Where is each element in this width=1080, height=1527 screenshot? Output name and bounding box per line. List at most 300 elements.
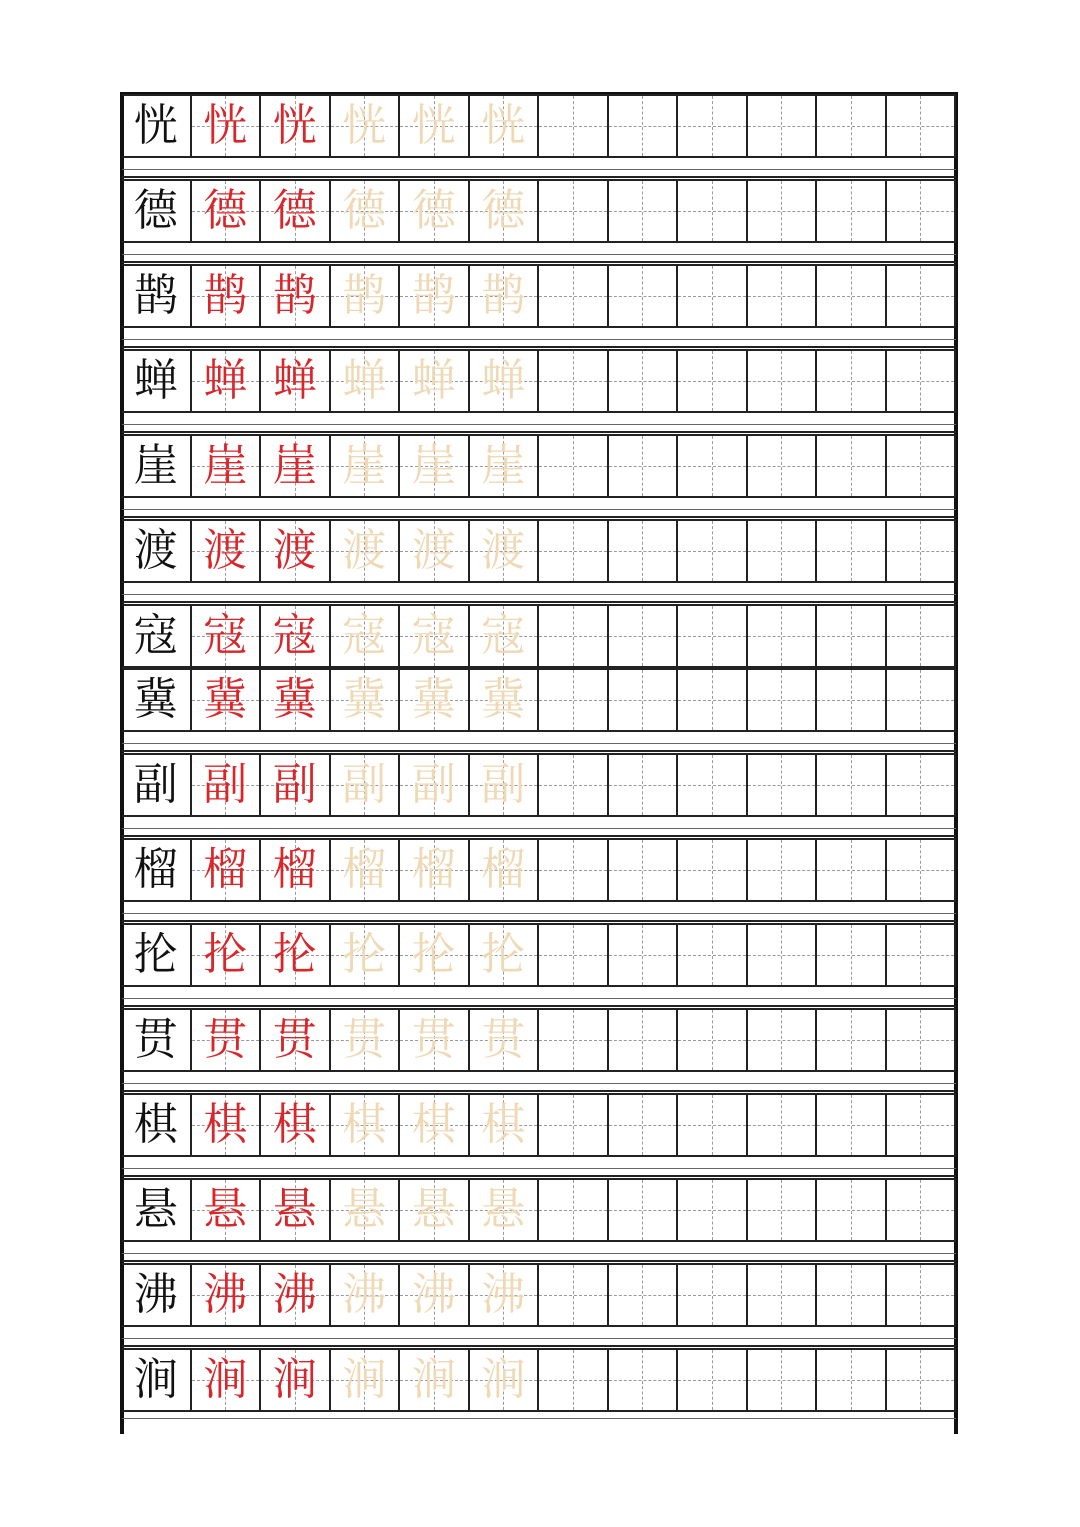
cell-border xyxy=(678,604,748,668)
trace-cell xyxy=(331,1093,401,1157)
trace-character: 德 xyxy=(342,185,387,236)
cell-border xyxy=(817,1263,887,1327)
writing-cell[interactable] xyxy=(678,1348,748,1412)
trace-character: 鹊 xyxy=(411,270,456,321)
writing-cell[interactable] xyxy=(817,434,887,498)
writing-cell[interactable] xyxy=(678,519,748,583)
writing-cell[interactable] xyxy=(609,1093,679,1157)
model-character: 抡 xyxy=(133,929,178,980)
trace-character: 蝉 xyxy=(342,355,387,406)
writing-cell[interactable] xyxy=(609,753,679,817)
writing-cell[interactable] xyxy=(539,604,609,668)
cell-border xyxy=(887,1008,957,1072)
guide-line-horizontal xyxy=(539,785,607,786)
row-gap-line xyxy=(122,1253,956,1254)
example-cell xyxy=(261,349,331,413)
writing-cell[interactable] xyxy=(539,1178,609,1242)
cell-border xyxy=(817,604,887,668)
cell-border xyxy=(678,94,748,158)
writing-cell[interactable] xyxy=(887,179,957,243)
trace-cell xyxy=(331,668,401,732)
writing-cell[interactable] xyxy=(539,668,609,732)
cell-border xyxy=(748,923,818,987)
writing-cell[interactable] xyxy=(748,434,818,498)
guide-line-horizontal xyxy=(678,466,746,467)
writing-cell[interactable] xyxy=(887,753,957,817)
writing-cell[interactable] xyxy=(609,923,679,987)
cell-border xyxy=(331,264,401,328)
writing-cell[interactable] xyxy=(678,923,748,987)
writing-cell[interactable] xyxy=(678,434,748,498)
writing-cell[interactable] xyxy=(609,264,679,328)
cell-border xyxy=(678,434,748,498)
writing-cell[interactable] xyxy=(817,1348,887,1412)
row-gap-line xyxy=(122,1005,956,1007)
trace-character: 棋 xyxy=(481,1099,526,1150)
cell-border xyxy=(331,434,401,498)
cell-border xyxy=(331,349,401,413)
row-gap-line xyxy=(122,601,956,603)
writing-cell[interactable] xyxy=(539,94,609,158)
cell-border xyxy=(887,519,957,583)
row-gap-line xyxy=(122,261,956,263)
example-cell xyxy=(261,1008,331,1072)
example-cell xyxy=(261,1263,331,1327)
guide-line-horizontal xyxy=(817,785,885,786)
writing-cell[interactable] xyxy=(817,1263,887,1327)
trace-character: 副 xyxy=(411,759,456,810)
trace-cell xyxy=(470,838,540,902)
writing-cell[interactable] xyxy=(817,519,887,583)
cell-border xyxy=(400,604,470,668)
cell-border xyxy=(470,1348,540,1412)
writing-cell[interactable] xyxy=(539,434,609,498)
model-cell xyxy=(122,753,192,817)
cell-border xyxy=(609,179,679,243)
trace-cell xyxy=(331,264,401,328)
example-character: 德 xyxy=(203,185,248,236)
cell-border xyxy=(122,179,192,243)
example-character: 抡 xyxy=(203,929,248,980)
guide-line-horizontal xyxy=(817,211,885,212)
cell-border xyxy=(400,668,470,732)
cell-border xyxy=(261,519,331,583)
trace-character: 榴 xyxy=(481,844,526,895)
example-cell xyxy=(192,1178,262,1242)
cell-border xyxy=(331,604,401,668)
guide-line-horizontal xyxy=(609,870,677,871)
guide-line-horizontal xyxy=(678,381,746,382)
cell-border xyxy=(887,1093,957,1157)
trace-cell xyxy=(470,753,540,817)
writing-cell[interactable] xyxy=(887,264,957,328)
cell-border xyxy=(817,264,887,328)
guide-line-horizontal xyxy=(539,1210,607,1211)
writing-cell[interactable] xyxy=(609,838,679,902)
guide-line-horizontal xyxy=(748,1210,816,1211)
cell-border xyxy=(887,264,957,328)
example-cell xyxy=(192,753,262,817)
writing-cell[interactable] xyxy=(817,1093,887,1157)
cell-border xyxy=(609,1178,679,1242)
model-cell xyxy=(122,264,192,328)
cell-border xyxy=(678,349,748,413)
writing-cell[interactable] xyxy=(748,179,818,243)
writing-cell[interactable] xyxy=(678,753,748,817)
guide-line-horizontal xyxy=(539,636,607,637)
writing-cell[interactable] xyxy=(748,923,818,987)
cell-border xyxy=(539,923,609,987)
cell-border xyxy=(192,349,262,413)
example-character: 棋 xyxy=(272,1099,317,1150)
guide-line-horizontal xyxy=(678,1125,746,1126)
practice-row xyxy=(122,349,956,413)
cell-border xyxy=(817,923,887,987)
practice-row xyxy=(122,668,956,732)
trace-cell xyxy=(470,668,540,732)
writing-cell[interactable] xyxy=(609,668,679,732)
cell-border xyxy=(887,349,957,413)
example-cell xyxy=(261,923,331,987)
cell-border xyxy=(539,838,609,902)
writing-cell[interactable] xyxy=(539,1093,609,1157)
guide-line-horizontal xyxy=(748,1040,816,1041)
cell-border xyxy=(539,1348,609,1412)
writing-cell[interactable] xyxy=(887,838,957,902)
trace-character: 抡 xyxy=(342,929,387,980)
writing-cell[interactable] xyxy=(748,1008,818,1072)
writing-cell[interactable] xyxy=(609,604,679,668)
cell-border xyxy=(400,1008,470,1072)
writing-cell[interactable] xyxy=(817,179,887,243)
trace-character: 沸 xyxy=(342,1269,387,1320)
cell-border xyxy=(261,923,331,987)
writing-cell[interactable] xyxy=(678,264,748,328)
cell-border xyxy=(192,1348,262,1412)
cell-border xyxy=(470,1178,540,1242)
writing-cell[interactable] xyxy=(539,838,609,902)
row-gap-line xyxy=(122,998,956,999)
writing-cell[interactable] xyxy=(539,1263,609,1327)
cell-border xyxy=(817,1348,887,1412)
cell-border xyxy=(331,923,401,987)
example-cell xyxy=(261,753,331,817)
guide-line-horizontal xyxy=(539,955,607,956)
example-cell xyxy=(192,94,262,158)
guide-line-horizontal xyxy=(539,551,607,552)
guide-line-horizontal xyxy=(539,466,607,467)
writing-cell[interactable] xyxy=(539,923,609,987)
example-character: 恍 xyxy=(272,100,317,151)
cell-border xyxy=(192,434,262,498)
writing-cell[interactable] xyxy=(887,668,957,732)
cell-border xyxy=(609,1008,679,1072)
model-character: 渡 xyxy=(133,525,178,576)
writing-cell[interactable] xyxy=(887,94,957,158)
writing-cell[interactable] xyxy=(887,519,957,583)
guide-line-horizontal xyxy=(539,700,607,701)
practice-row xyxy=(122,604,956,668)
writing-cell[interactable] xyxy=(817,923,887,987)
cell-border xyxy=(192,838,262,902)
writing-cell[interactable] xyxy=(748,1263,818,1327)
cell-border xyxy=(817,838,887,902)
cell-border xyxy=(748,94,818,158)
writing-cell[interactable] xyxy=(678,94,748,158)
trace-character: 悬 xyxy=(342,1184,387,1235)
guide-line-horizontal xyxy=(887,381,955,382)
trace-cell xyxy=(331,349,401,413)
writing-cell[interactable] xyxy=(887,434,957,498)
writing-cell[interactable] xyxy=(817,349,887,413)
writing-cell[interactable] xyxy=(887,1178,957,1242)
trace-character: 鹊 xyxy=(342,270,387,321)
cell-border xyxy=(887,94,957,158)
writing-cell[interactable] xyxy=(887,349,957,413)
trace-cell xyxy=(470,264,540,328)
writing-cell[interactable] xyxy=(678,1093,748,1157)
cell-border xyxy=(609,668,679,732)
model-character: 崖 xyxy=(133,440,178,491)
cell-border xyxy=(261,94,331,158)
cell-border xyxy=(400,1263,470,1327)
example-character: 贯 xyxy=(203,1014,248,1065)
trace-cell xyxy=(470,94,540,158)
writing-cell[interactable] xyxy=(609,519,679,583)
row-gap-line xyxy=(122,176,956,178)
writing-cell[interactable] xyxy=(887,1263,957,1327)
trace-cell xyxy=(470,923,540,987)
cell-border xyxy=(748,604,818,668)
example-character: 崖 xyxy=(203,440,248,491)
cell-border xyxy=(678,264,748,328)
model-character: 鹊 xyxy=(133,270,178,321)
example-character: 渡 xyxy=(203,525,248,576)
guide-line-horizontal xyxy=(539,381,607,382)
writing-cell[interactable] xyxy=(817,838,887,902)
trace-character: 渡 xyxy=(411,525,456,576)
cell-border xyxy=(192,1008,262,1072)
cell-border xyxy=(122,923,192,987)
model-cell xyxy=(122,179,192,243)
cell-border xyxy=(261,1178,331,1242)
cell-border xyxy=(748,1263,818,1327)
writing-cell[interactable] xyxy=(748,838,818,902)
guide-line-horizontal xyxy=(887,870,955,871)
cell-border xyxy=(609,349,679,413)
writing-cell[interactable] xyxy=(748,668,818,732)
writing-cell[interactable] xyxy=(817,264,887,328)
cell-border xyxy=(748,838,818,902)
trace-character: 德 xyxy=(481,185,526,236)
writing-cell[interactable] xyxy=(678,1263,748,1327)
guide-line-horizontal xyxy=(817,381,885,382)
cell-border xyxy=(400,1093,470,1157)
guide-line-horizontal xyxy=(887,1380,955,1381)
model-character: 恍 xyxy=(133,100,178,151)
writing-cell[interactable] xyxy=(887,1348,957,1412)
writing-cell[interactable] xyxy=(539,753,609,817)
writing-cell[interactable] xyxy=(887,923,957,987)
cell-border xyxy=(331,179,401,243)
writing-cell[interactable] xyxy=(887,604,957,668)
practice-row xyxy=(122,179,956,243)
writing-cell[interactable] xyxy=(817,753,887,817)
writing-cell[interactable] xyxy=(609,1008,679,1072)
writing-cell[interactable] xyxy=(748,753,818,817)
guide-line-horizontal xyxy=(609,1295,677,1296)
row-gap-line xyxy=(122,920,956,922)
writing-cell[interactable] xyxy=(887,1093,957,1157)
writing-cell[interactable] xyxy=(748,1178,818,1242)
writing-cell[interactable] xyxy=(678,668,748,732)
writing-cell[interactable] xyxy=(748,1093,818,1157)
guide-line-horizontal xyxy=(817,1295,885,1296)
guide-line-horizontal xyxy=(887,700,955,701)
guide-line-horizontal xyxy=(678,955,746,956)
cell-border xyxy=(748,264,818,328)
trace-character: 抡 xyxy=(481,929,526,980)
row-gap-line xyxy=(122,169,956,170)
example-character: 棋 xyxy=(203,1099,248,1150)
model-cell xyxy=(122,349,192,413)
writing-cell[interactable] xyxy=(817,668,887,732)
example-cell xyxy=(192,923,262,987)
example-cell xyxy=(192,434,262,498)
writing-cell[interactable] xyxy=(609,94,679,158)
model-cell xyxy=(122,519,192,583)
practice-row xyxy=(122,434,956,498)
writing-cell[interactable] xyxy=(539,349,609,413)
writing-cell[interactable] xyxy=(748,1348,818,1412)
row-gap-line xyxy=(122,1345,956,1347)
example-cell xyxy=(192,1263,262,1327)
writing-cell[interactable] xyxy=(678,838,748,902)
cell-border xyxy=(122,1263,192,1327)
writing-cell[interactable] xyxy=(678,179,748,243)
writing-cell[interactable] xyxy=(678,1178,748,1242)
trace-cell xyxy=(331,1263,401,1327)
writing-cell[interactable] xyxy=(817,1178,887,1242)
writing-cell[interactable] xyxy=(678,349,748,413)
trace-cell xyxy=(400,1263,470,1327)
writing-cell[interactable] xyxy=(539,179,609,243)
cell-border xyxy=(539,1093,609,1157)
guide-line-horizontal xyxy=(817,1125,885,1126)
practice-row xyxy=(122,1348,956,1412)
cell-border xyxy=(261,179,331,243)
writing-cell[interactable] xyxy=(748,519,818,583)
trace-cell xyxy=(400,1008,470,1072)
cell-border xyxy=(261,1263,331,1327)
guide-line-horizontal xyxy=(748,466,816,467)
writing-cell[interactable] xyxy=(678,1008,748,1072)
writing-cell[interactable] xyxy=(748,264,818,328)
model-character: 沸 xyxy=(133,1269,178,1320)
writing-cell[interactable] xyxy=(817,1008,887,1072)
cell-border xyxy=(122,668,192,732)
writing-cell[interactable] xyxy=(609,434,679,498)
cell-border xyxy=(678,1008,748,1072)
row-gap-line xyxy=(122,1260,956,1262)
writing-cell[interactable] xyxy=(748,94,818,158)
writing-cell[interactable] xyxy=(817,94,887,158)
cell-border xyxy=(400,349,470,413)
cell-border xyxy=(748,1093,818,1157)
example-cell xyxy=(192,264,262,328)
guide-line-horizontal xyxy=(887,1040,955,1041)
writing-cell[interactable] xyxy=(539,519,609,583)
writing-cell[interactable] xyxy=(609,349,679,413)
example-character: 寇 xyxy=(203,610,248,661)
writing-cell[interactable] xyxy=(609,1178,679,1242)
guide-line-horizontal xyxy=(539,211,607,212)
cell-border xyxy=(331,1348,401,1412)
trace-cell xyxy=(331,604,401,668)
writing-cell[interactable] xyxy=(748,349,818,413)
cell-border xyxy=(539,604,609,668)
writing-cell[interactable] xyxy=(887,1008,957,1072)
cell-border xyxy=(400,1178,470,1242)
model-character: 副 xyxy=(133,759,178,810)
writing-cell[interactable] xyxy=(609,179,679,243)
cell-border xyxy=(748,1008,818,1072)
cell-border xyxy=(748,1348,818,1412)
cell-border xyxy=(331,1263,401,1327)
practice-row xyxy=(122,1263,956,1327)
writing-cell[interactable] xyxy=(817,604,887,668)
practice-row xyxy=(122,1093,956,1157)
cell-border xyxy=(748,519,818,583)
cell-border xyxy=(400,264,470,328)
cell-border xyxy=(678,1263,748,1327)
model-cell xyxy=(122,1008,192,1072)
writing-cell[interactable] xyxy=(609,1263,679,1327)
cell-border xyxy=(609,1093,679,1157)
writing-cell[interactable] xyxy=(678,604,748,668)
trace-character: 寇 xyxy=(481,610,526,661)
writing-cell[interactable] xyxy=(609,1348,679,1412)
guide-line-horizontal xyxy=(748,700,816,701)
writing-cell[interactable] xyxy=(539,264,609,328)
example-character: 蝉 xyxy=(203,355,248,406)
example-character: 抡 xyxy=(272,929,317,980)
cell-border xyxy=(678,179,748,243)
cell-border xyxy=(817,519,887,583)
cell-border xyxy=(539,668,609,732)
writing-cell[interactable] xyxy=(539,1348,609,1412)
example-character: 悬 xyxy=(272,1184,317,1235)
model-character: 冀 xyxy=(133,674,178,725)
cell-border xyxy=(261,264,331,328)
trace-cell xyxy=(331,838,401,902)
trace-character: 崖 xyxy=(342,440,387,491)
writing-cell[interactable] xyxy=(539,1008,609,1072)
trace-character: 恍 xyxy=(481,100,526,151)
guide-line-horizontal xyxy=(817,296,885,297)
example-cell xyxy=(261,519,331,583)
trace-cell xyxy=(400,1348,470,1412)
cell-border xyxy=(470,519,540,583)
guide-line-horizontal xyxy=(748,551,816,552)
example-character: 鹊 xyxy=(203,270,248,321)
cell-border xyxy=(609,94,679,158)
writing-cell[interactable] xyxy=(748,604,818,668)
trace-character: 沸 xyxy=(481,1269,526,1320)
trace-cell xyxy=(331,923,401,987)
trace-cell xyxy=(400,668,470,732)
guide-line-horizontal xyxy=(609,126,677,127)
